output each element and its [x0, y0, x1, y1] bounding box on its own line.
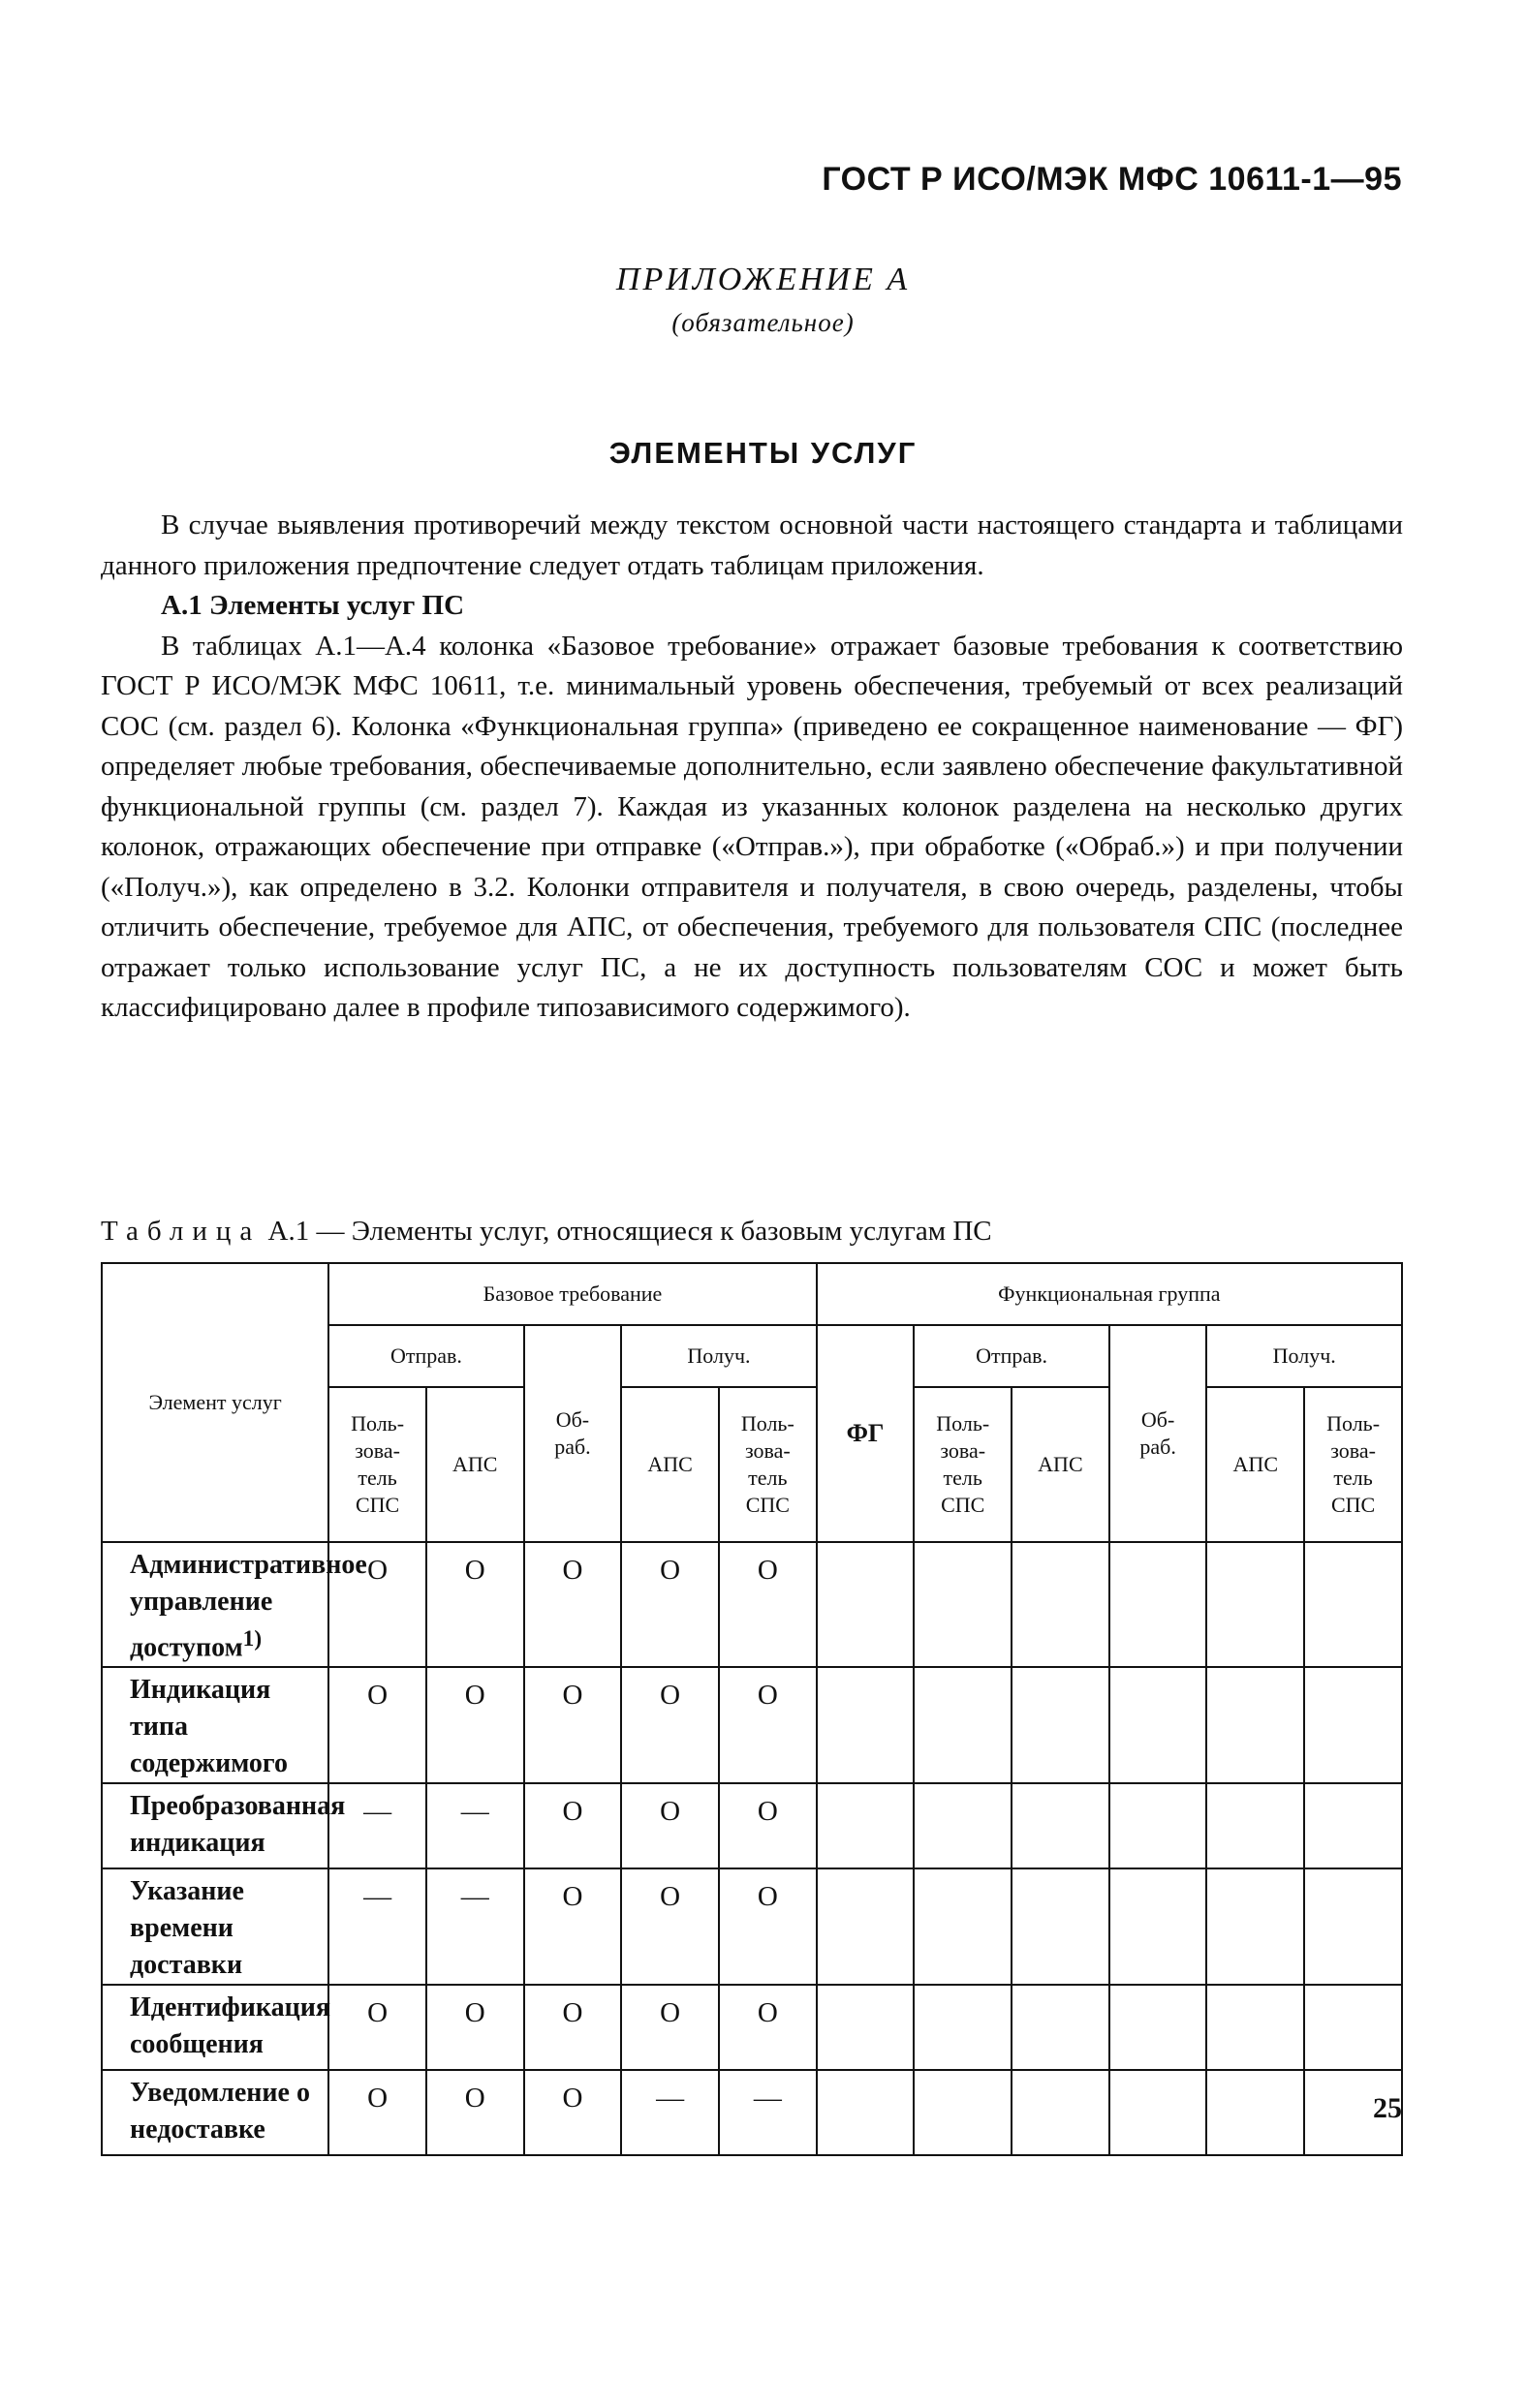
table-row — [102, 1667, 1402, 1783]
cell-func-proc — [1109, 1542, 1207, 1667]
header-fg: ФГ — [817, 1325, 915, 1542]
section-title: ЭЛЕМЕНТЫ УСЛУГ — [608, 436, 918, 470]
header-base-send: Отправ. — [328, 1325, 523, 1387]
header-func-recv: Получ. — [1206, 1325, 1402, 1387]
row-element: Преобразованная индикация — [102, 1783, 328, 1868]
body-text — [101, 506, 1403, 1029]
row-element — [102, 1542, 367, 1667]
header-element: Элемент услуг — [102, 1263, 328, 1542]
table-row — [102, 2070, 1402, 2155]
cell-base-recv-user: О — [719, 1542, 817, 1667]
cell-fg — [817, 1542, 915, 1667]
header-base-recv-user: Поль- зова- тель СПС — [719, 1387, 817, 1542]
cell-base-send-aps: О — [426, 2070, 524, 2155]
service-elements-table — [101, 1262, 1403, 2156]
cell-base-recv-aps: О — [621, 1868, 719, 1985]
header-base-requirement: Базовое требование — [328, 1263, 816, 1325]
cell-base-send-aps: — — [426, 1783, 524, 1868]
cell-base-send-aps: О — [426, 1542, 524, 1667]
cell-func-proc — [1109, 1868, 1207, 1985]
cell-base-recv-user: О — [719, 1868, 817, 1985]
cell-func-send-user — [914, 1783, 1012, 1868]
cell-func-recv-aps — [1206, 1985, 1304, 2070]
cell-func-send-aps — [1012, 1985, 1109, 2070]
header-base-send-aps: АПС — [426, 1387, 524, 1542]
cell-base-send-user: О — [328, 1985, 426, 2070]
cell-func-recv-user — [1304, 1868, 1402, 1985]
cell-fg — [817, 1783, 915, 1868]
cell-base-proc: О — [524, 1868, 622, 1985]
cell-func-send-user — [914, 1542, 1012, 1667]
annex-subtitle: (обязательное) — [671, 308, 855, 337]
page-number: 25 — [1373, 2092, 1402, 2124]
table-row — [102, 1868, 1402, 1985]
table-caption-label: Таблица — [101, 1216, 262, 1247]
cell-base-send-user: О — [328, 2070, 426, 2155]
annex-title: ПРИЛОЖЕНИЕ А — [615, 262, 911, 297]
cell-func-proc — [1109, 1667, 1207, 1783]
cell-fg — [817, 1985, 915, 2070]
table-row — [102, 1542, 1402, 1667]
cell-func-send-user — [914, 1985, 1012, 2070]
cell-base-recv-aps: — — [621, 2070, 719, 2155]
cell-func-recv-user — [1304, 1542, 1402, 1667]
cell-func-send-aps — [1012, 1667, 1109, 1783]
table-row — [102, 1985, 1402, 2070]
cell-base-send-user: О — [328, 1667, 426, 1783]
cell-func-proc — [1109, 2070, 1207, 2155]
cell-base-recv-aps: О — [621, 1667, 719, 1783]
cell-func-recv-user — [1304, 1667, 1402, 1783]
cell-base-proc: О — [524, 1667, 622, 1783]
row-element: Указание времени доставки — [102, 1868, 328, 1985]
cell-func-send-user — [914, 1667, 1012, 1783]
standard-header: ГОСТ Р ИСО/МЭК МФС 10611-1—95 — [822, 161, 1402, 198]
cell-base-send-user: О — [328, 1542, 426, 1667]
header-functional-group: Функциональная группа — [817, 1263, 1402, 1325]
cell-func-send-aps — [1012, 1542, 1109, 1667]
header-func-send-aps: АПС — [1012, 1387, 1109, 1542]
cell-base-recv-user: О — [719, 1667, 817, 1783]
header-base-proc: Об- раб. — [524, 1325, 622, 1542]
table-caption — [101, 1214, 1403, 1249]
header-func-proc: Об- раб. — [1109, 1325, 1207, 1542]
cell-func-recv-aps — [1206, 2070, 1304, 2155]
header-base-recv-aps: АПС — [621, 1387, 719, 1542]
cell-base-recv-aps: О — [621, 1542, 719, 1667]
cell-base-recv-aps: О — [621, 1985, 719, 2070]
cell-func-send-user — [914, 2070, 1012, 2155]
header-func-send: Отправ. — [914, 1325, 1108, 1387]
cell-base-recv-user: О — [719, 1985, 817, 2070]
cell-func-send-user — [914, 1868, 1012, 1985]
cell-func-proc — [1109, 1985, 1207, 2070]
cell-func-recv-aps — [1206, 1667, 1304, 1783]
row-element: Уведомление о недоставке — [102, 2070, 328, 2155]
header-base-send-user: Поль- зова- тель СПС — [328, 1387, 426, 1542]
cell-base-send-aps: О — [426, 1667, 524, 1783]
cell-fg — [817, 2070, 915, 2155]
cell-base-proc: О — [524, 2070, 622, 2155]
cell-base-send-user: — — [328, 1783, 426, 1868]
cell-base-send-aps: — — [426, 1868, 524, 1985]
cell-base-recv-user: О — [719, 1783, 817, 1868]
header-base-recv: Получ. — [621, 1325, 816, 1387]
table-caption-text: А.1 — Элементы услуг, относящиеся к базовым услугам ПС — [267, 1216, 992, 1247]
cell-func-recv-aps — [1206, 1783, 1304, 1868]
cell-base-proc: О — [524, 1783, 622, 1868]
cell-func-recv-aps — [1206, 1542, 1304, 1667]
cell-base-send-aps: О — [426, 1985, 524, 2070]
row-element: Индикация типа содержимого — [102, 1667, 328, 1783]
cell-func-send-aps — [1012, 2070, 1109, 2155]
cell-base-proc: О — [524, 1542, 622, 1667]
cell-func-recv-aps — [1206, 1868, 1304, 1985]
cell-func-recv-user — [1304, 1985, 1402, 2070]
cell-base-recv-user: — — [719, 2070, 817, 2155]
cell-fg — [817, 1667, 915, 1783]
header-func-recv-user: Поль- зова- тель СПС — [1304, 1387, 1402, 1542]
element-label: Административное управление доступом — [130, 1550, 367, 1663]
cell-func-send-aps — [1012, 1783, 1109, 1868]
subsection-heading: А.1 Элементы услуг ПС — [161, 590, 465, 621]
header-func-recv-aps: АПС — [1206, 1387, 1304, 1542]
paragraph-description: В таблицах А.1—А.4 колонка «Базовое требование» отражает базовые требования к соответствию ГОСТ Р ИСО/МЭК МФС 10611, т.е. минимальный уровень обеспечения, требуемый от всех реализаций СОС (см. раздел 6). Колонка «Функциональная группа» (приведено ее сокращенное наименование — ФГ) определяет любые требования, обеспечиваемые дополнительно, если заявлено обеспечение факультативной функциональной группы (см. раздел 7). Каждая из указанных колонок разделена на несколько других колонок, отражающих обеспечение при отправке («Отправ.»), при обработке («Обраб.») и при получении («Получ.»), как определено в 3.2. Колонки отправителя и получателя, в свою очередь, разделены, чтобы отличить обеспечение, требуемое для АПС, от обеспечения, требуемого для пользователя СПС (последнее отражает только использование услуг ПС, а не их доступность пользователям СОС и может быть классифицировано далее в профиле типозависимого содержимого). — [101, 630, 1403, 1023]
header-func-send-user: Поль- зова- тель СПС — [914, 1387, 1012, 1542]
cell-base-proc: О — [524, 1985, 622, 2070]
cell-fg — [817, 1868, 915, 1985]
cell-func-send-aps — [1012, 1868, 1109, 1985]
row-element: Идентификация сообщения — [102, 1985, 328, 2070]
cell-base-send-user: — — [328, 1868, 426, 1985]
table-row — [102, 1783, 1402, 1868]
footnote-mark: 1) — [242, 1626, 263, 1652]
cell-func-recv-user — [1304, 1783, 1402, 1868]
cell-func-proc — [1109, 1783, 1207, 1868]
cell-base-recv-aps: О — [621, 1783, 719, 1868]
paragraph-intro: В случае выявления противоречий между текстом основной части настоящего стандарта и таблицами данного приложения предпочтение следует отдать таблицам приложения. — [101, 509, 1403, 581]
